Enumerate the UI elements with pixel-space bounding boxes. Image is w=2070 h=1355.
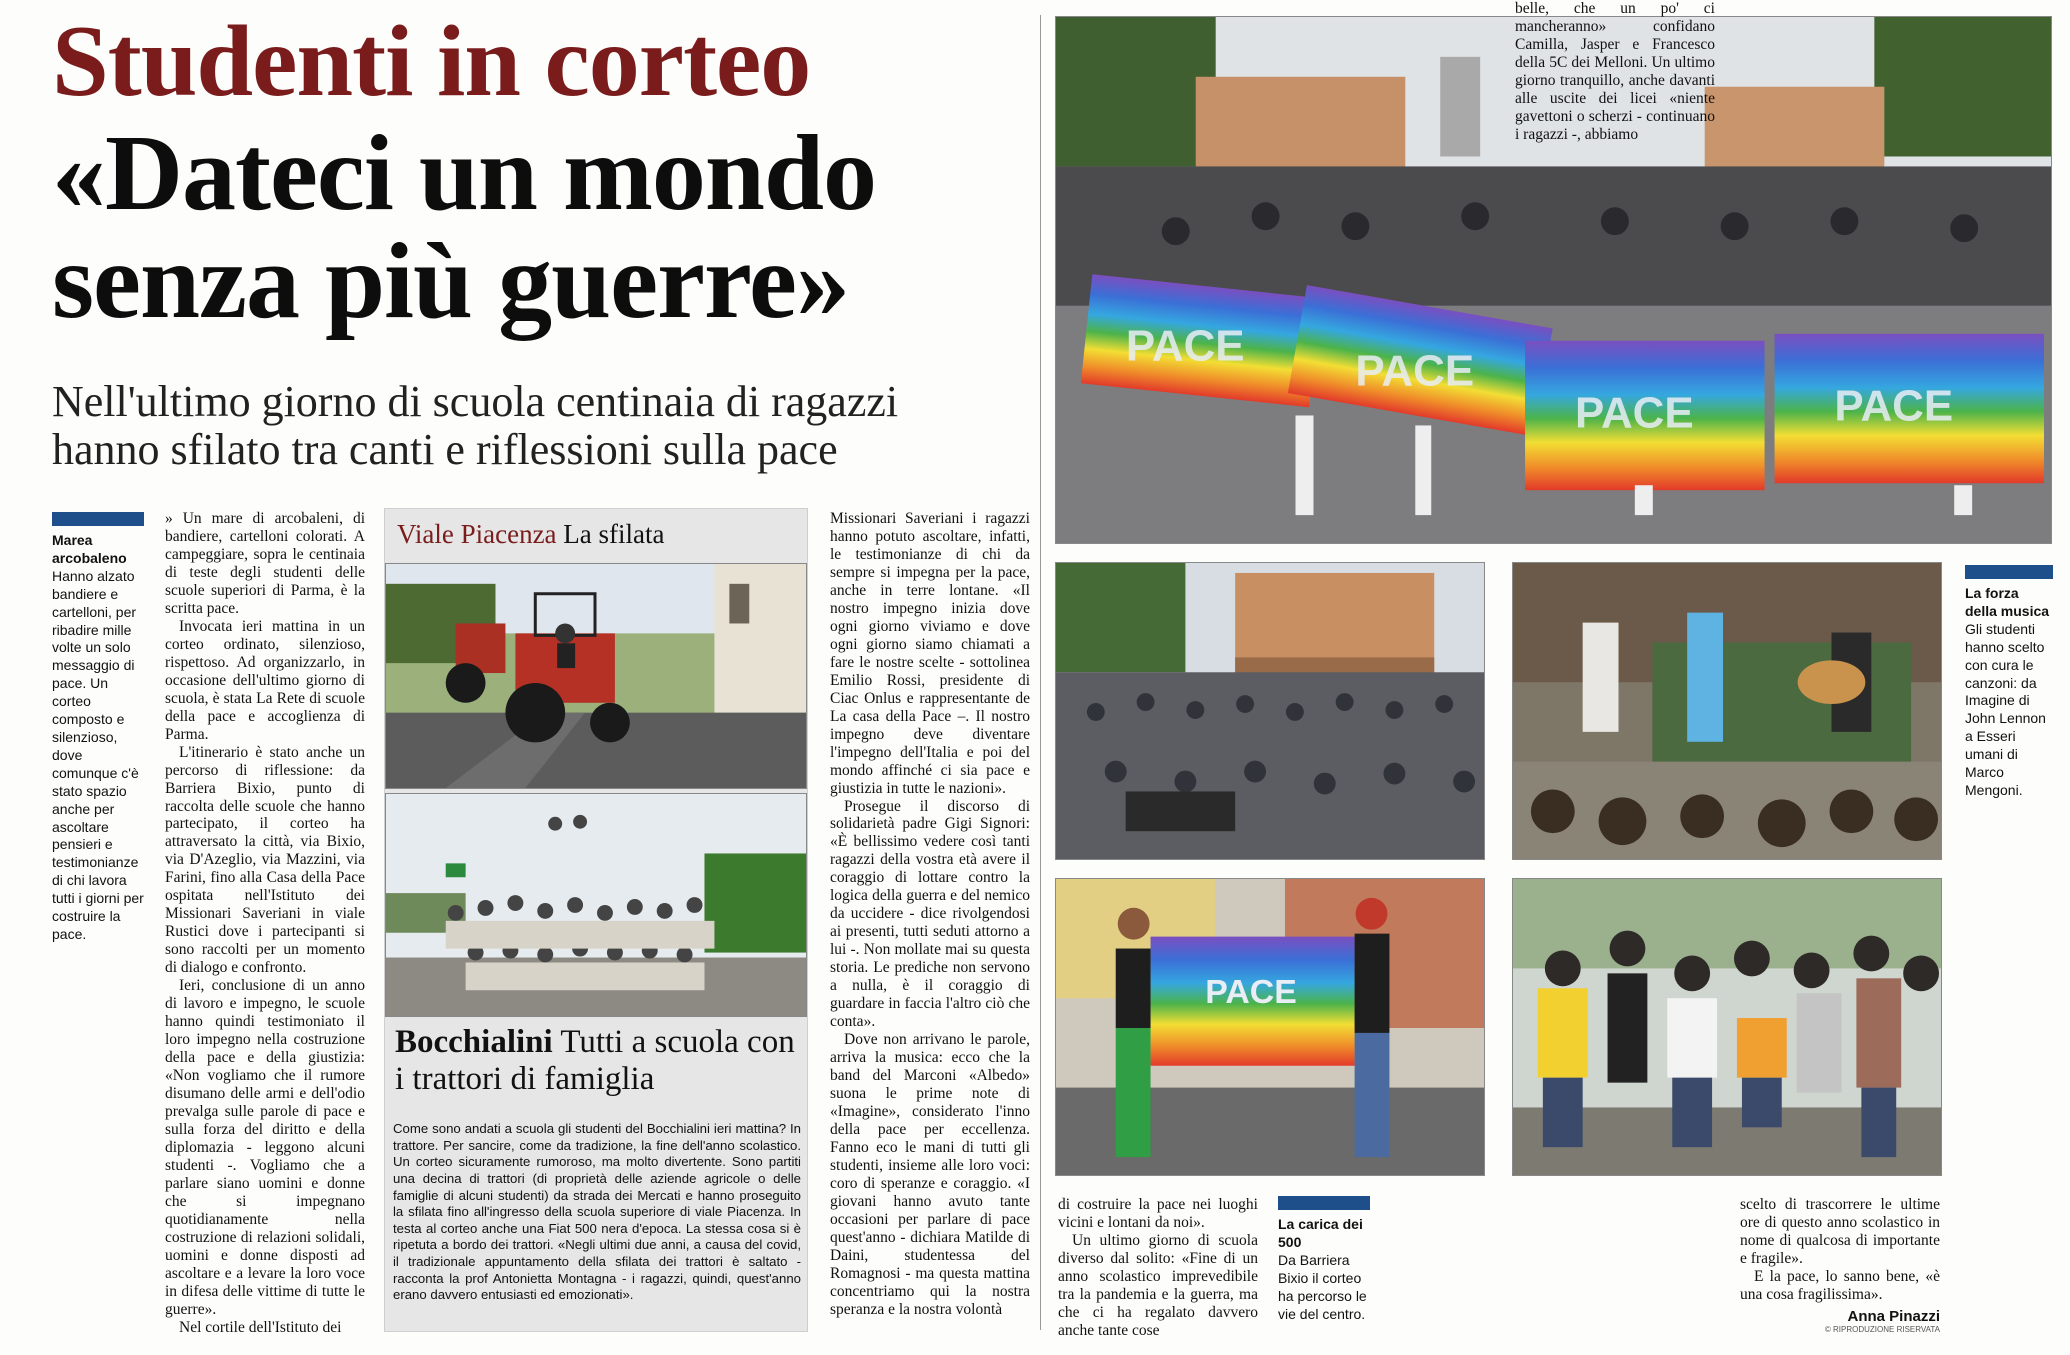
caption-title: La forza della musica — [1965, 585, 2050, 619]
students-group-photo — [385, 793, 807, 1017]
crowd-photo — [1055, 562, 1485, 860]
pace-flag-photo — [1055, 878, 1485, 1176]
paragraph: belle, che un po' ci mancheranno» confidano Camilla, Jasper e Francesco della 5C dei Melloni. Un ultimo giorno tranquillo, anche davanti alle uscite dei licei «niente gavettoni o scherzi - continuano i ragazzi -, abbiamo — [1515, 0, 1715, 143]
article-column-1 — [165, 510, 365, 1337]
caption-text: Da Barriera Bixio il corteo ha percorso le vie del centro. — [1278, 1251, 1367, 1322]
paragraph: Ieri, conclusione di un anno di lavoro e impegno, le scuole hanno quindi testimoniato il loro impegno nella costruzione della pace e della giustizia: «Non vogliamo che il rumore disumano delle armi e dell'odio prevalga sulle parole di pace e sulla forza del diritto e della diplomazia - leggono alcuni studenti -. Vogliamo che a parlare siano uomini e donne che si impegnano quotidianamente nella costruzione di relazioni solidali, uomini e donne disposti ad ascoltare e a levare la loro voce in difesa delle vittime di tutte le guerre». — [165, 977, 365, 1318]
flag-label: PACE — [1205, 973, 1297, 1012]
flag-label: PACE — [1355, 346, 1475, 396]
subhead-line-1: Nell'ultimo giorno di scuola centinaia di ragazzi — [52, 377, 899, 426]
paragraph: L'itinerario è stato anche un percorso di riflessione: da Barriera Bixio, punto di raccolta delle scuole che hanno partecipato, il corteo ha attraversato la città, via Bixio, via D'Azeglio, via Mazzini, via Farini, fino alla Casa della Pace ospitata nell'Istituto dei Missionari Saveriani in viale Rustici dove i partecipanti si sono raccolti per un momento di dialogo e confronto. — [165, 743, 365, 977]
box-title — [397, 519, 665, 550]
caption-bar — [1278, 1196, 1370, 1210]
subhead-line-2: hanno sfilato tra canti e riflessioni sulla pace — [52, 425, 838, 475]
flag-label: PACE — [1125, 321, 1245, 371]
paragraph: Nel cortile dell'Istituto dei — [179, 1318, 342, 1336]
caption-carica — [1278, 1196, 1370, 1323]
flag-label: PACE — [1834, 381, 1954, 431]
paragraph: Prosegue il discorso di solidarietà padre Gigi Signori: «È bellissimo vedere così tanti ragazzi della vostra età avere il coraggio di lottare contro la logica della guerra e del nemico da uccidere - dice rivolgendosi ai presenti, tutti seduti attorno a lui -. Non mollate mai su questa storia. Le prediche non servono a nulla, è il coraggio di guardare in faccia l'altro ciò che conta». — [830, 797, 1030, 1031]
caption-text: Gli studenti hanno scelto con cura le canzoni: da Imagine di John Lennon a Esseri umani di Marco Mengoni. — [1965, 620, 2046, 798]
students-celebrating-photo — [1512, 878, 1942, 1176]
box-headline-bold: Bocchialini — [395, 1024, 553, 1060]
tractor-photo — [385, 563, 807, 789]
caption-text: Hanno alzato bandiere e cartelloni, per ribadire mille volte un solo messaggio di pace. Un corteo composto e silenzioso, dove comunque c'è stato spazio anche per ascoltare pensieri e testimonianze di chi lavora tutti i giorni per costruire la pace. — [52, 567, 144, 942]
caption-bar — [1965, 565, 2053, 579]
copyright: © RIPRODUZIONE RISERVATA — [1824, 1325, 1940, 1335]
paragraph: Dove non arrivano le parole, arriva la musica: ecco che la band del Marconi «Albedo» suona le prime note di «Imagine», considerato l'inno della pace per eccellenza. Fanno eco le mani di tutti gli studenti, insieme alle loro voci: coro di speranze e coraggio. «I giovani hanno avuto tante occasioni per parlare di pace quest'anno - dichiara Matilde di Daini, studentessa del Romagnosi - ma questa mattina concentriamo qui la nostra speranza e la nostra volontà — [830, 1031, 1030, 1318]
box-headline-rest: Tutti a scuola con i trattori di famiglia — [395, 1024, 795, 1098]
subhead — [52, 378, 1042, 475]
music-band-photo — [1512, 562, 1942, 860]
caption-title: Marea arcobaleno — [52, 532, 127, 566]
paragraph: » Un mare di arcobaleni, di bandiere, cartelloni colorati. A campeggiare, sopra le centinaia di teste degli studenti delle scuole superiori di Parma, è la scritta pace. — [165, 510, 365, 617]
headline-line-1: «Dateci un mondo — [52, 114, 877, 233]
byline: Anna Pinazzi — [1847, 1307, 1940, 1325]
paragraph: Missionari Saveriani i ragazzi hanno potuto ascoltare, infatti, le testimonianze di chi da sempre si impegna per la pace, anche in terre lontane. «Il nostro impegno inizia dove ogni giorno viviamo e dove ogni giorno siamo chiamati a fare le nostre scelte - sottolinea Emilio Rossi, presidente di Ciac Onlus e rappresentante de La casa della Pace –. Il nostro impegno deve diventare l'impegno dell'Italia e poi del mondo affinché ci sia pace e giustizia in tutte le nazioni». — [830, 510, 1030, 797]
box-text: Come sono andati a scuola gli studenti del Bocchialini ieri mattina? In trattore. Per sancire, come da tradizione, la fine dell'anno scolastico. Un corteo sicuramente rumoroso, ma molto divertente. Sono partiti una decina di trattori (di proprietà delle aziende agricole o delle famiglie di alcuni studenti) da strada dei Mercati e hanno proseguito la sfilata fino all'ingresso della scuola superiore di viale Piacenza. In testa al corteo anche una Fiat 500 nera d'epoca. La stessa cosa si è ripetuta a bordo dei trattori. «Negli ultimi due anni, a causa del covid, il tradizionale appuntamento della sfilata dei trattori è saltato - racconta la prof Antonietta Montagna - i ragazzi, quindi, quest'anno erano davvero entusiasti ed emozionati». — [393, 1121, 801, 1303]
paragraph: di costruire la pace nei luoghi vicini e lontani da noi». — [1058, 1196, 1258, 1231]
caption-title: La carica dei 500 — [1278, 1216, 1363, 1250]
column-rule — [1040, 15, 1041, 1330]
bocchialini-box — [384, 508, 808, 1332]
box-title-rest: La sfilata — [563, 519, 665, 549]
caption-musica — [1965, 565, 2053, 800]
headline — [52, 114, 1042, 341]
caption-bar — [52, 512, 144, 526]
box-headline — [395, 1024, 795, 1099]
paragraph: scelto di trascorrere le ultime ore di questo anno scolastico in nome di qualcosa di importante e fragile». — [1740, 1196, 1940, 1267]
box-title-place: Viale Piacenza — [397, 519, 557, 549]
kicker: Studenti in corteo — [52, 5, 811, 118]
paragraph: Invocata ieri mattina in un corteo ordinato, silenzioso, rispettoso. Ad organizzarlo, in occasione dell'ultimo giorno di scuola, è stata La Rete di scuole della pace e accoglienza di Parma. — [165, 617, 365, 743]
paragraph: Un ultimo giorno di scuola diverso dal solito: «Fine di un anno scolastico imprevedibile tra la pandemia e la guerra, ma che ci ha regalato davvero anche tante cose — [1058, 1231, 1258, 1339]
caption-marea — [52, 512, 144, 944]
article-column-3 — [1058, 1196, 1258, 1340]
headline-line-2: senza più guerre» — [52, 222, 849, 341]
article-column-5 — [1740, 1196, 1940, 1334]
flag-label: PACE — [1574, 388, 1694, 438]
article-column-4 — [1515, 0, 1715, 144]
paragraph: E la pace, lo sanno bene, «è una cosa fragilissima». — [1740, 1267, 1940, 1303]
article-column-2 — [830, 510, 1030, 1319]
